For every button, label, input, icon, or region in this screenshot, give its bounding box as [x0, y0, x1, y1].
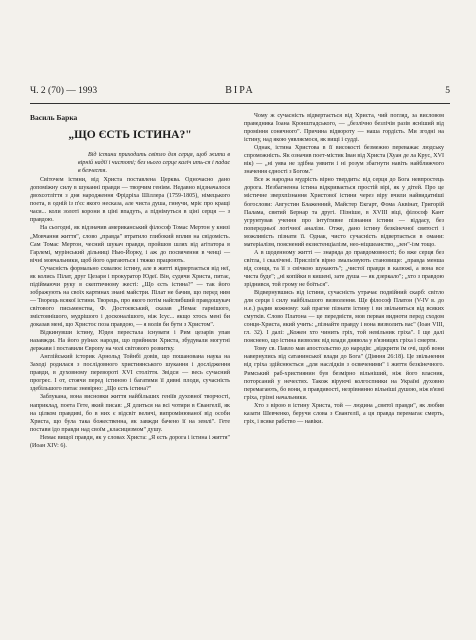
magazine-title: ВІРА: [225, 85, 255, 96]
paragraph: Англійський історик Арнольд Тойнбі довів, що пошанована наука на Заході родилася з послідовного християнського шукання і дослідження правди, в духовному перевороті XVI століття. Звідси — весь сучасний прогрес. І от, стоячи перед істиною і багатими її дивні плоди, сучасність здебільшого питає зневірно: „Що єсть істина?": [30, 354, 230, 393]
page-header: [30, 86, 450, 102]
paragraph: А в щоденному житті — знаряда до правдомовності; бо вже серця без світла, і скалічені. Присліп'я вірно змальовують становище: „правда менша від сонця, та її з свічкою шукають"; „чистої правди в калюжі, а вона все чиста буде"; „ні копійки в кишені, зате душа — як дзеркало"; „хто з правдою зріднився, той грому не боїться".: [244, 249, 444, 288]
issue-number: Ч. 2 (70) — 1993: [30, 86, 98, 96]
article-author: Василь Барка: [30, 113, 78, 122]
article-title: „ЩО ЄСТЬ ІСТИНА?": [68, 129, 192, 142]
paragraph: Однак, істина Христова в її високості безмежно переважає людську спроможність. Як означив поет-містик Іван від Христа (Хуан де ла Крус, XVI вік) — „ні уява не здібна уявити і ні розум збагнути навіть найближчого значення єдності з Богом.": [244, 145, 444, 176]
paragraph: Світочем істини, від Христа поставлена Церква. Одночасно дано допоміжну силу в шуканні правди — творчим геніям. Недавно відзначалося двохсотліття з дня народження Фрідріха Шіллера (1759-1805), німецького поета, в одній із п'єс якого несказа, але чиста душа, гинучи, мріє про кращі часи... коли золоті корони в ціні впадуть, а піднімуться в ціні серця — з правдою.: [30, 177, 230, 224]
paragraph: Чому ж сучасність відвертається від Христа, чий погляд, за висловом праведника Іоана Кронштадського, — „безлічно безлічів разів ясніший від проміння сонячного". Причина відвороту — наша гордість. Ми згодні на істину, над якою уявляємося, як вищі і судді.: [244, 113, 444, 144]
paragraph: Відкинувши істину, Юдея перестала існувати і Рим цезарів упав назавжди. На його руїнах народи, що прийняли Христа, збудували могутні держави і поставили Європу на чолі світового розвитку.: [30, 330, 230, 353]
paragraph: Тому св. Павло мав апостольство до народів: „відкрити їм очі, щоб вони навернулись від сатанинської влади до Бога" (Діяння 26:18). Це звільнення від гріха здійснюється „для наслідків з освяченими" і життя безкінечного. Римський раб-християнин був безмірно вільніший, ніж його власник, поторсаний у нечестях. Також віруючі колгоспники на Україні духовно перемагають, бо вони, в правдивості, незрівнянно вільніші душою, ніж в'язні гріха, грізні начальники.: [244, 346, 444, 401]
left-column: [30, 114, 230, 450]
paragraph: На сьогодні, як відзначив американський філософ Томас Мертон у книзі „Мовчання життя", слово „правда" втратило глибокий вплив на свідомість. Сам Томас Мертон, чесний шукач правди, пройшов шлях від агітатора в Гарлемі, мурінський дільниці Нью-Йорку, і аж до посвячення в ченці — вічні мовчальники, щоб його одягаються і тяжко працюють.: [30, 225, 230, 264]
page-number: 5: [445, 86, 450, 96]
right-column: [244, 112, 444, 426]
article-epigraph: Від істини приходить світло для серця, щоб жити в вірній надії і чистоті; без нього серце каліч ить-ся і падає в безчестя.: [78, 152, 230, 175]
paragraph: Відвернувшись від істини, сучасність утрачає подвійний скарб: світло для серця і силу найбільшого визволення. Ще філософ Платон (V-IV в. до н.е.) радив кожному: хай прагне пізнати істину і ви звільниться від всяких смутків. Слово Платона — це передвістя, мов первая видноти перед сходом сонця-Христа, який учить: „пізнайте правду і вона визволить вас" (Іоан VIII, гл. 32). І далі: „Кожен хто чинить гріх, той невільник гріха". І ще далі пояснено, що істина визволяє від влади диявола у в'язницях гріха і смерти.: [244, 290, 444, 345]
paragraph: Заблукана, вона висновки життя найбільших геніїв духовної творчості, наприклад, поета Гете, який писав: „Я длиться на всі чотири в Євангелії, як на цілком правдиві, бо в них є відсвіт величі, випромінюваної від особи Христа, що була така божественна, як завжди бачено її на землі". Гете постави ідо правди над своїм „класицизмом" душу.: [30, 394, 230, 433]
paragraph: Хто з вірою в істину Христа, той — людина „святої правди", як любив казати Шевченко, беручи слова з Євангелії, а ця правда перемагає смерть, гріх, і всяке рабство — навіки.: [244, 402, 444, 425]
paragraph: Сучасність формально схвалює істину, але в житті відвертається від неї, як колись Пілат, друг Цезаря і прокуратор Юдеї. Він, судячи Христа, питає, підіймаючи руку в скептичному жесті: „Що єсть істина?" — так його зображують на своїх картинах знані майстри. Пілат не бачив, що перед ним — Творець всякої істини. Творець, про якого потім найглибший правдошукач світового письменства, Ф. Достоєвський, сказав „Немає гарнішого, змістовнішого, мудрішого і досконалішого, ніж Ісус... якщо хтось мені би доказав мені, що Христос поза правдою, — я волів би бути з Христом".: [30, 265, 230, 329]
paragraph: Немає вищої правди, як у словах Христа: „Я єсть дорога і істина і життя" (Иоан XIV: 6).: [30, 434, 230, 449]
paragraph: Все ж народна мудрість вірно твердить: від серця до Бога невпростець дорога. Незбагненна істина відкривається простій вірі, як у дітей. Про це містичне зверхпізнання Христової істини через віру вчили найвидатніші богослови: Августин Блаженний, Майстер Екгарт, Фома Аквінат, Григорій Палама, святий Бернар та другі. Пізніше, в XVIII віці, філософ Кант угрунтував учення про інтуїтивне пізнання істини — віддасу, без попередньої логічної аналізи. Отже, дано істину безкінечної святості і можливість пізнати її. Однак, чисто сучасність відвертається в омани: матеріалізм, пояснений екзистенціалізм, нео-ніцшеанство, „зен"-ізм тощо.: [244, 177, 444, 248]
header-rule: [30, 103, 450, 104]
